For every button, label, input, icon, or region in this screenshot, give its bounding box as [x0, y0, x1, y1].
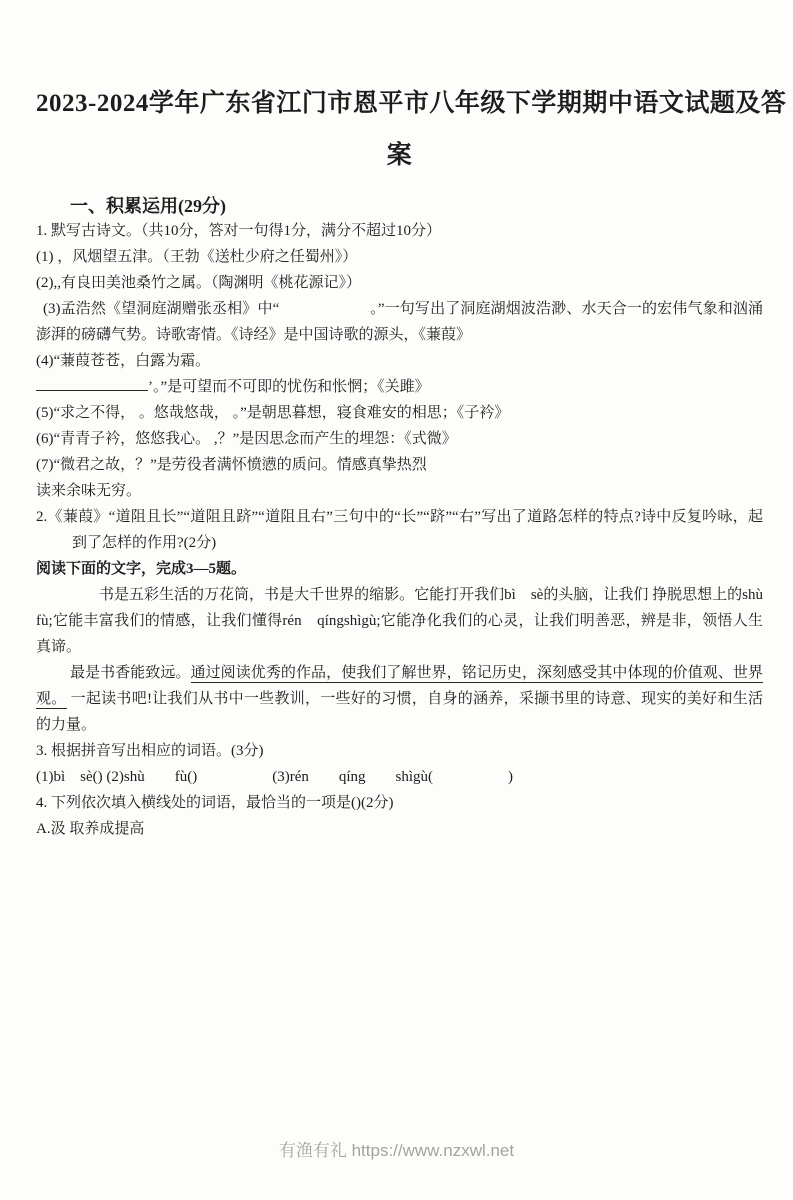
page-title-line-2: 案: [386, 142, 413, 169]
q4-option-a: A.汲 取养成提高: [36, 821, 145, 837]
passage2-underlined-text: 通过阅读优秀的作品，使我们了解世界，铭记历史，深刻感受其中体现的价值观、世界观。: [36, 665, 763, 707]
exam-page: [0, 78, 793, 842]
passage-paragraph-1: 书是五彩生活的万花筒，书是大千世界的缩影。它能打开我们bì sè的头脑，让我们 挣脱思想上的shù fù;它能丰富我们的情感，让我们懂得rén qíngshìgù;它能净化我们的心灵，让我们明善恶，辨是非，领悟人生真谛。: [36, 587, 793, 655]
q1-item-4-suffix: ’。”是可望而不可即的忧伤和怅惘；《关雎》: [148, 379, 430, 395]
q1-item-6: (6)“青青子衿，悠悠我心。 ,？”是因思念而产生的埋怨：《式微》: [36, 431, 457, 447]
footer-watermark: 有渔有礼 https://www.nzxwl.net: [278, 1141, 515, 1160]
q4-stem: 4. 下列依次填入横线处的词语，最恰当的一项是()(2分): [36, 795, 394, 811]
q3-stem: 3. 根据拼音写出相应的词语。(3分): [36, 743, 264, 759]
q1-stem: 1. 默写古诗文。（共10分，答对一句得1分，满分不超过10分）: [36, 223, 442, 239]
page-title-line-1: 2023-2024学年广东省江门市恩平市八年级下学期期中语文试题及答: [36, 90, 787, 117]
q3-pinyin-blanks: (1)bì sè() (2)shù fù() (3)rén qíng shìgù( ): [36, 769, 514, 785]
q1-item-1: (1) ，风烟望五津。（王勃《送杜少府之任蜀州》）: [36, 249, 358, 265]
answer-blank: [36, 376, 148, 391]
passage2-rest: 一起读书吧!让我们从书中一些教训，一些好的习惯，自身的涵养，采撷书里的诗意、现实的美好和生活的力量。: [36, 691, 763, 733]
section-heading: 一、积累运用(29分): [70, 196, 226, 216]
q1-item-5: (5)“求之不得， 。悠哉悠哉， 。”是朝思暮想，寝食难安的相思；《子衿》: [36, 405, 510, 421]
q1-item-3: (3)孟浩然《望洞庭湖赠张丞相》中“ 。”一句写出了洞庭湖烟波浩渺、水天合一的宏伟气象和汹涌澎湃的磅礴气势。诗歌寄情。《诗经》是中国诗歌的源头，《蒹葭》: [36, 301, 763, 343]
q2-text: 2.《蒹葭》“道阻且长”“道阻且跻”“道阻且右”三句中的“长”“跻”“右”写出了道路怎样的特点?诗中反复吟咏，起到了怎样的作用?(2分): [36, 509, 763, 551]
q1-item-4-line-1: (4)“蒹葭苍苍，白露为霜。: [36, 353, 211, 369]
reading-intro: 阅读下面的文字，完成3—5题。: [36, 561, 247, 577]
q1-item-7-cont: 读来余味无穷。: [36, 483, 142, 499]
q1-item-4-line-2: [36, 374, 763, 400]
passage2-prefix: 最是书香能致远。: [70, 665, 191, 681]
q1-item-2: (2),,有良田美池桑竹之属。（陶渊明《桃花源记》）: [36, 275, 361, 291]
q1-item-7: (7)“微君之故，？”是劳役者满怀愤懑的质问。情感真挚热烈: [36, 457, 427, 473]
passage-paragraph-2: [36, 660, 763, 738]
